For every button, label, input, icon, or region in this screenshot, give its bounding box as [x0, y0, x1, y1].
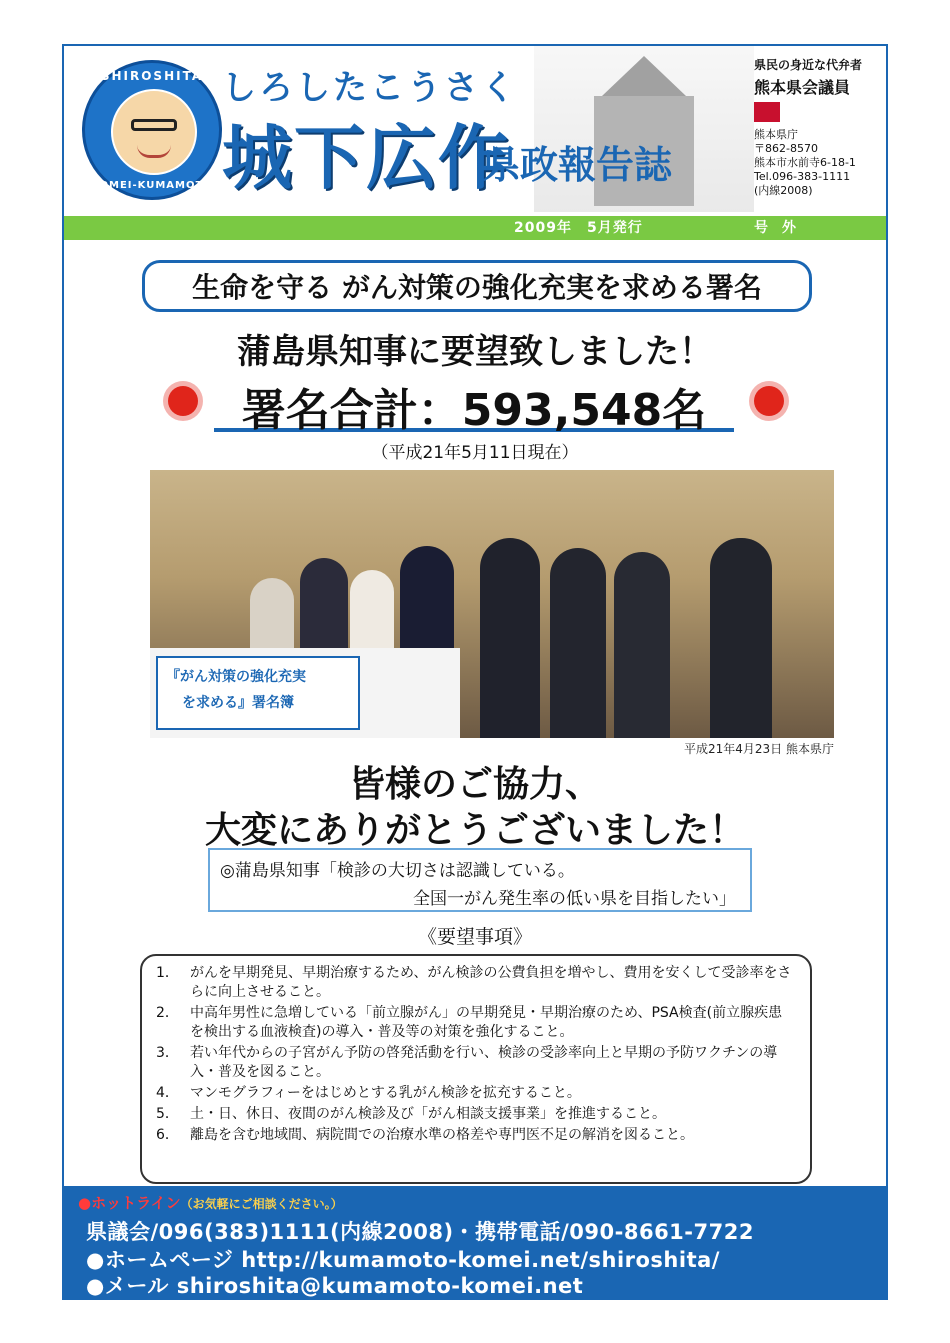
sign-label-line-1: 『がん対策の強化充実 — [166, 669, 306, 685]
item-text: 土・日、休日、夜間のがん検診及び「がん相談支援事業」を推進すること。 — [190, 1106, 666, 1122]
person-figure — [710, 538, 772, 738]
item-text: マンモグラフィーをはじめとする乳がん検診を拡充すること。 — [190, 1085, 581, 1101]
item-text: 離島を含む地域間、病院間での治療水準の格差や専門医不足の解消を図ること。 — [190, 1127, 694, 1143]
item-number: 6． — [156, 1127, 179, 1143]
address-office: 熊本県庁 — [754, 128, 798, 141]
list-item — [156, 1105, 796, 1124]
logo-badge — [82, 60, 222, 200]
item-text: 中高年男性に急増している「前立腺がん」の早期発見・早期治療のため、PSA検査(前立腺疾患を検出する血液検査)の導入・普及等の対策を強化すること。 — [190, 1005, 783, 1040]
member-title: 熊本県会議員 — [754, 78, 851, 97]
governor-quote — [208, 848, 752, 912]
list-item — [156, 1044, 796, 1082]
address-ext: (内線2008) — [754, 184, 813, 197]
list-item — [156, 1084, 796, 1103]
castle-roof-shape — [574, 56, 714, 96]
list-item — [156, 1004, 796, 1042]
issue-number: 号外 — [754, 220, 810, 236]
thanks-line-1: 皆様のご協力、 — [348, 764, 601, 805]
address-block — [754, 128, 884, 198]
sign-label-line-2: を求める』署名簿 — [182, 695, 294, 711]
hotline-note: （お気軽にご相談ください。） — [180, 1197, 343, 1211]
address-tel: Tel.096-383-1111 — [754, 170, 851, 183]
hotline-title: ●ホットライン — [78, 1194, 181, 1212]
newsletter-page — [62, 44, 888, 1300]
homepage-link[interactable]: ●ホームページ http://kumamoto-komei.net/shiroshita/ — [86, 1248, 720, 1272]
headline-box — [142, 260, 812, 312]
member-tagline: 県民の身近な代弁者 — [754, 58, 863, 72]
email-link[interactable]: ●メール shiroshita@kumamoto-komei.net — [86, 1274, 584, 1298]
quote-line-1: ◎蒲島県知事「検診の大切さは認識している。 — [220, 861, 575, 881]
signature-total: 署名合計：593,548名 — [214, 374, 734, 432]
as-of-date: （平成21年5月11日現在） — [371, 443, 579, 463]
logo-bottom-text: KOMEI-KUMAMOTO — [91, 180, 213, 191]
thanks-message — [64, 762, 886, 854]
address-zip: 〒862-8570 — [754, 142, 818, 155]
publication-subtitle: 県政報告誌 — [482, 143, 673, 187]
header — [64, 46, 886, 216]
thanks-line-2: 大変にありがとうございました！ — [204, 810, 745, 851]
smile-icon — [137, 145, 171, 158]
issue-date: 2009年 5月発行 — [514, 220, 643, 236]
party-badge-icon — [754, 102, 780, 122]
contact-footer — [64, 1186, 886, 1298]
sun-icon — [754, 386, 784, 416]
delegation-photo — [150, 470, 834, 738]
address-street: 熊本市水前寺6-18-1 — [754, 156, 856, 169]
sun-icon — [168, 386, 198, 416]
list-item — [156, 1126, 796, 1145]
person-figure — [614, 552, 670, 738]
photo-caption: 平成21年4月23日 熊本県庁 — [684, 742, 834, 756]
item-number: 3． — [156, 1045, 179, 1061]
item-text: 若い年代からの子宮がん予防の啓発活動を行い、検診の受診率向上と早期の予防ワクチンの導入・普及を図ること。 — [190, 1045, 778, 1080]
hotline-label — [78, 1192, 343, 1213]
list-item — [156, 964, 796, 1002]
glasses-icon — [131, 119, 177, 131]
person-figure — [550, 548, 606, 738]
item-number: 4． — [156, 1085, 179, 1101]
logo-top-text: SHIROSHITA — [100, 69, 204, 83]
item-number: 2． — [156, 1005, 179, 1021]
signature-book-label — [156, 656, 360, 730]
quote-line-2: 全国一がん発生率の低い県を目指したい」 — [413, 889, 736, 909]
item-number: 5． — [156, 1106, 179, 1122]
request-heading: 蒲島県知事に要望致しました！ — [237, 332, 713, 372]
portrait-face-icon — [111, 89, 197, 175]
name-title: 城下広作 — [222, 117, 510, 199]
phone-numbers[interactable]: 県議会/096(383)1111(内線2008)・携帯電話/090-8661-7722 — [86, 1220, 754, 1244]
requests-list — [140, 954, 812, 1184]
member-info — [754, 56, 884, 198]
name-kana: しろしたこうさく — [222, 68, 518, 108]
item-number: 1． — [156, 965, 179, 981]
headline: 生命を守る がん対策の強化充実を求める署名 — [192, 271, 762, 304]
item-text: がんを早期発見、早期治療するため、がん検診の公費負担を増やし、費用を安くして受診率をさらに向上させること。 — [190, 965, 792, 1000]
person-figure — [480, 538, 540, 738]
requests-heading: 《要望事項》 — [417, 926, 532, 948]
